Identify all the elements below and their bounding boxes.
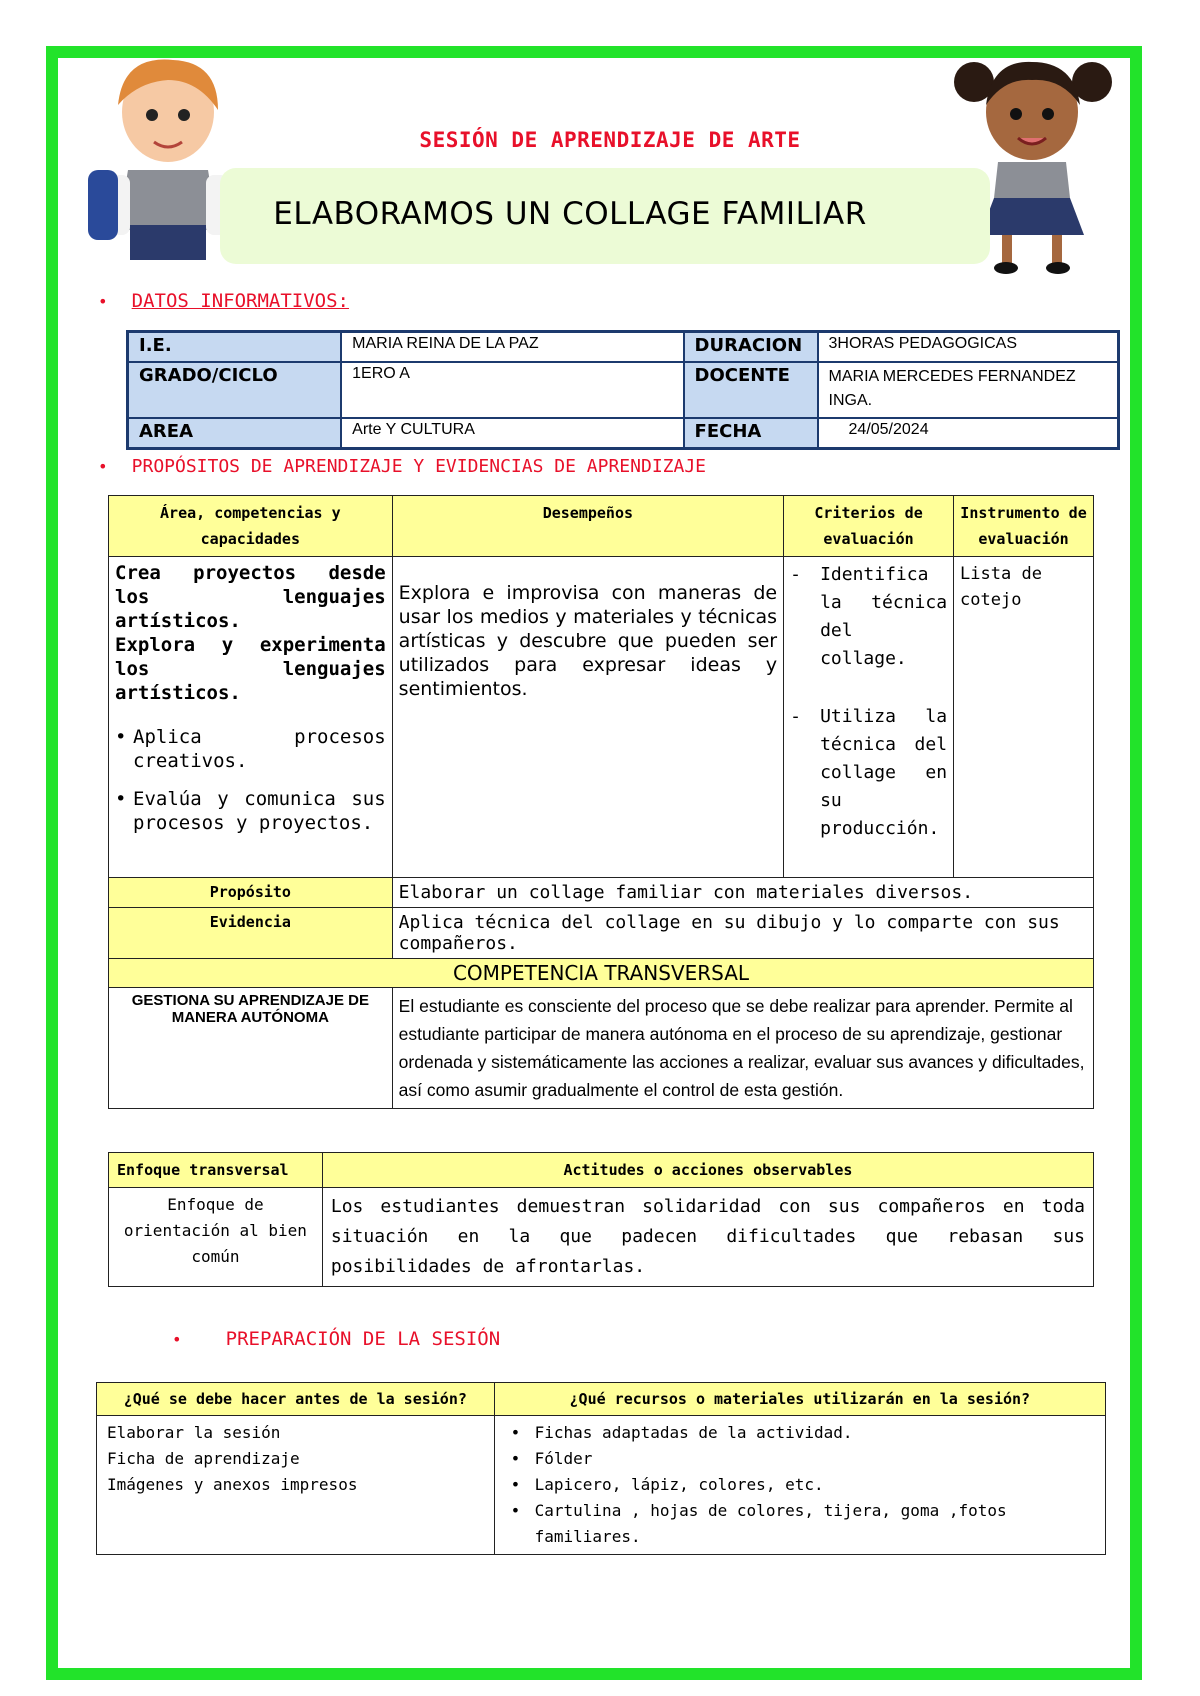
col-header: ¿Qué recursos o materiales utilizarán en la sesión?	[494, 1383, 1105, 1416]
col-header: Criterios de evaluación	[784, 496, 954, 557]
evidencia-text: Aplica técnica del collage en su dibujo y lo comparte con sus compañeros.	[392, 908, 1093, 959]
list-item: • Aplica procesos creativos.	[115, 726, 386, 772]
transversal-name: GESTIONA SU APRENDIZAJE DE MANERA AUTÓNOMA	[109, 988, 393, 1109]
datos-label: DURACION	[684, 332, 818, 363]
datos-value: 1ERO A	[341, 362, 683, 418]
list-item: • Fólder	[535, 1446, 1095, 1472]
datos-value: MARIA MERCEDES FERNANDEZ INGA.	[818, 362, 1119, 418]
col-header: Enfoque transversal	[109, 1153, 323, 1188]
enfoque-table	[108, 1152, 1094, 1287]
transversal-desc: El estudiante es consciente del proceso que se debe realizar para aprender. Permite al estudiante participar de manera autónoma en el proceso de su aprendizaje, gestionar ordenada y sistemáticamente las acciones a realizar, evaluar sus avances y dificultades, así como asumir gradualmente el control de esta gestión.	[392, 988, 1093, 1109]
instrumento-cell: Lista de cotejo	[954, 557, 1094, 878]
propositos-table	[108, 495, 1094, 1109]
datos-value: 24/05/2024	[818, 418, 1119, 449]
evidencia-label: Evidencia	[109, 908, 393, 959]
datos-label: GRADO/CICLO	[128, 362, 342, 418]
proposito-text: Elaborar un collage familiar con materiales diversos.	[392, 878, 1093, 908]
datos-label: AREA	[128, 418, 342, 449]
enfoque-name: Enfoque de orientación al bien común	[109, 1188, 323, 1287]
list-item: • Evalúa y comunica sus procesos y proyectos.	[115, 788, 386, 834]
datos-heading: • DATOS INFORMATIVOS:	[98, 290, 349, 312]
datos-label: DOCENTE	[684, 362, 818, 418]
antes-cell	[97, 1416, 495, 1555]
datos-value: Arte Y CULTURA	[341, 418, 683, 449]
list-item: Imágenes y anexos impresos	[107, 1475, 358, 1494]
datos-row	[128, 362, 1119, 418]
list-item: - Utiliza la técnica del collage en su producción.	[790, 706, 948, 839]
list-item: - Identifica la técnica del collage.	[790, 564, 948, 669]
recursos-cell	[494, 1416, 1105, 1555]
datos-row	[128, 418, 1119, 449]
competencias-cell	[109, 557, 393, 878]
list-item: • Cartulina , hojas de colores, tijera, goma ,fotos familiares.	[535, 1498, 1095, 1550]
competencia-text: Crea proyectos desde los lenguajes artísticos.	[115, 562, 386, 632]
enfoque-desc: Los estudiantes demuestran solidaridad con sus compañeros en toda situación en la que padecen dificultades que rebasan sus posibilidades de afrontarlas.	[322, 1188, 1093, 1287]
list-item: • Lapicero, lápiz, colores, etc.	[535, 1472, 1095, 1498]
datos-label: FECHA	[684, 418, 818, 449]
transversal-heading: COMPETENCIA TRANSVERSAL	[109, 959, 1094, 988]
list-item: Ficha de aprendizaje	[107, 1449, 300, 1468]
datos-table	[126, 330, 1120, 450]
datos-value: 3HORAS PEDAGOGICAS	[818, 332, 1119, 363]
preparacion-heading: • PREPARACIÓN DE LA SESIÓN	[172, 1328, 501, 1350]
propositos-heading: • PROPÓSITOS DE APRENDIZAJE Y EVIDENCIAS DE APRENDIZAJE	[98, 456, 706, 477]
preparacion-table	[96, 1382, 1106, 1555]
datos-row	[128, 332, 1119, 363]
datos-label: I.E.	[128, 332, 342, 363]
desempeno-cell: Explora e improvisa con maneras de usar los medios y materiales y técnicas artísticas y descubre que pueden ser utilizados para expresar ideas y sentimientos.	[392, 557, 783, 878]
col-header: Área, competencias y capacidades	[109, 496, 393, 557]
capacidad-text: Explora y experimenta los lenguajes artísticos.	[115, 634, 386, 704]
list-item: Elaborar la sesión	[107, 1423, 281, 1442]
criterios-cell	[784, 557, 954, 878]
col-header: Instrumento de evaluación	[954, 496, 1094, 557]
col-header: ¿Qué se debe hacer antes de la sesión?	[97, 1383, 495, 1416]
datos-value: MARIA REINA DE LA PAZ	[341, 332, 683, 363]
list-item: • Fichas adaptadas de la actividad.	[535, 1420, 1095, 1446]
session-subtitle: SESIÓN DE APRENDIZAJE DE ARTE	[419, 128, 801, 152]
col-header: Desempeños	[392, 496, 783, 557]
proposito-label: Propósito	[109, 878, 393, 908]
page-title: ELABORAMOS UN COLLAGE FAMILIAR	[273, 196, 867, 232]
col-header: Actitudes o acciones observables	[322, 1153, 1093, 1188]
